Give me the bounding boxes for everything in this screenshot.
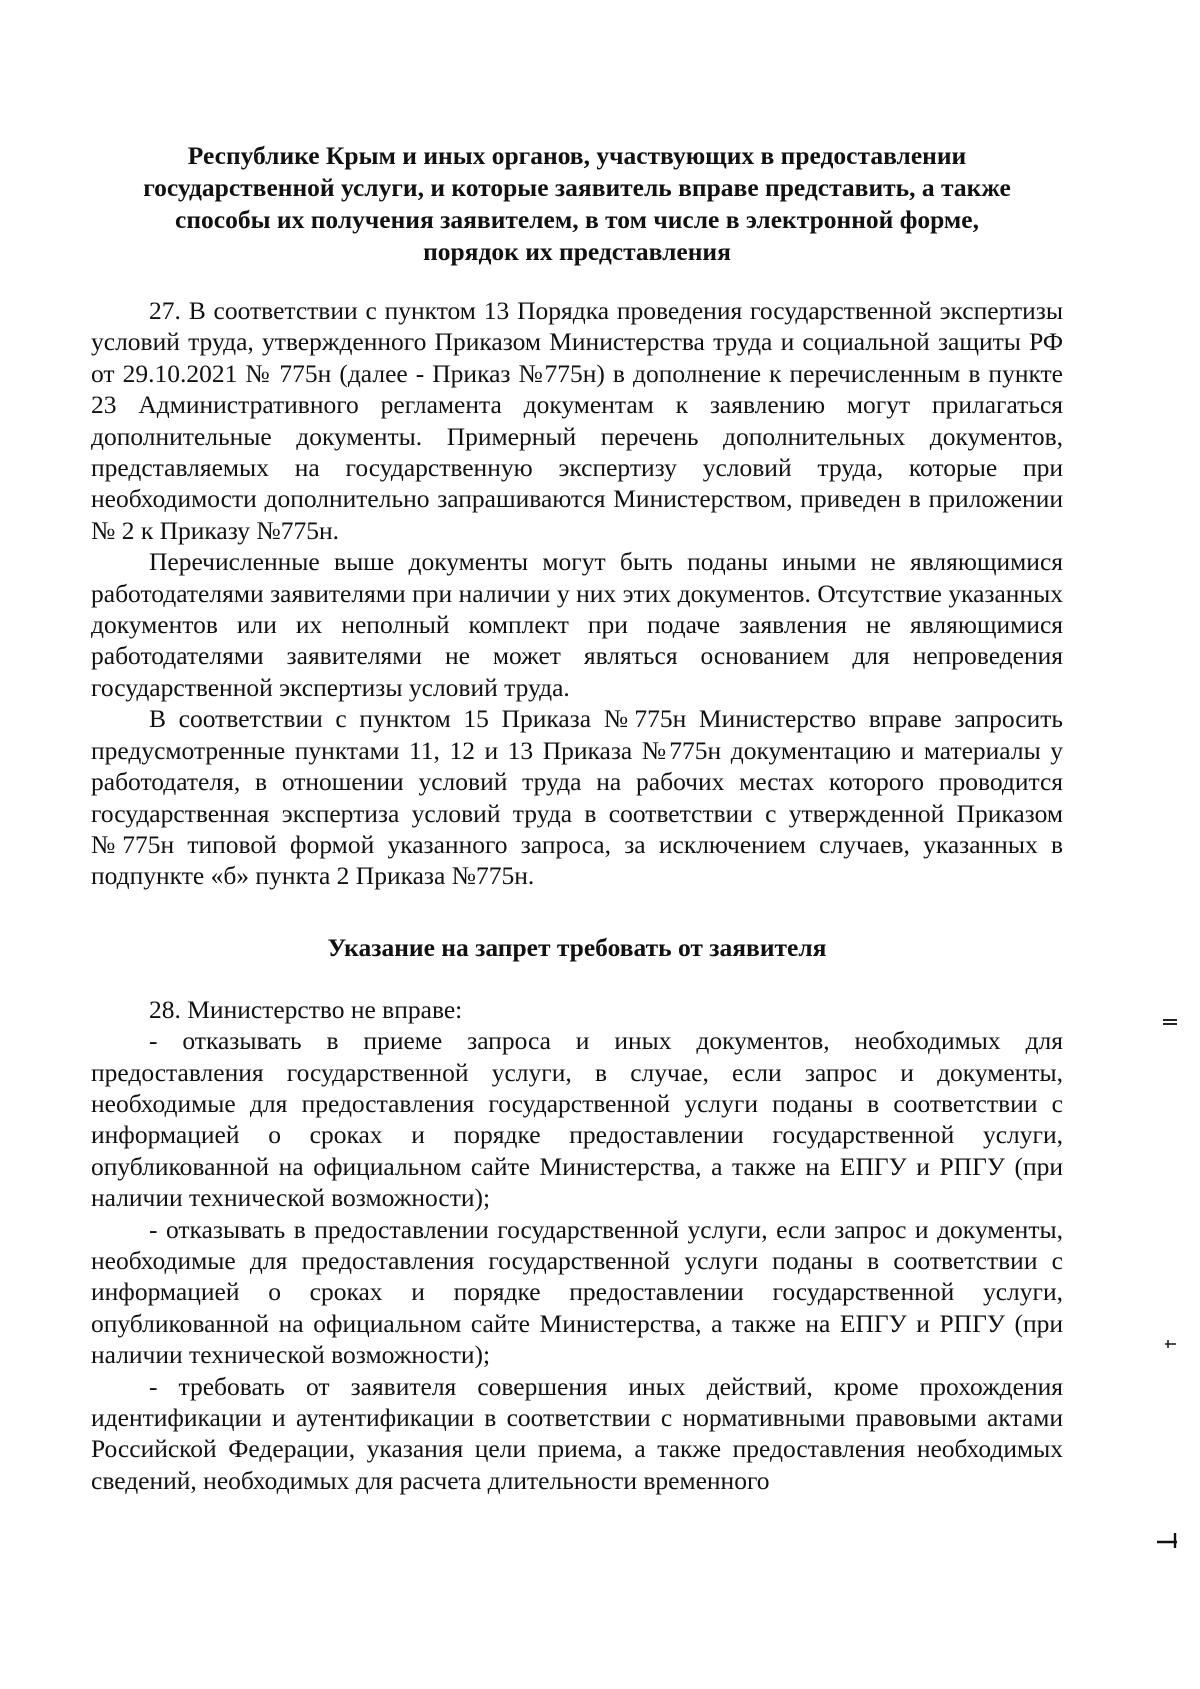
paragraph-28-1: 28. Министерство не вправе: <box>149 994 463 1024</box>
document-body <box>91 140 1063 1496</box>
paragraph-28-4: - требовать от заявителя совершения иных действий, кроме прохождения идентификации и аутентификации в соответствии с нормативными правовыми актами Российской Федерации, указания цели приема, а также предоставления необходимых сведений, необходимых для расчета длительности временного <box>91 1371 1063 1495</box>
paragraph-27-1: 27. В соответствии с пунктом 13 Порядка проведения государственной экспертизы условий труда, утвержденного Приказом Министерства труда и социальной защиты РФ от 29.10.2021 № 775н (далее - Приказ №775н) в дополнение к перечисленным в пункте 23 Административного регламента документам к заявлению могут прилагаться дополнительные документы. Примерный перечень дополнительных документов, представляемых на государственную экспертизу условий труда, которые при необходимости дополнительно запрашиваются Министерством, приведен в приложении № 2 к Приказу №775н. <box>91 296 1063 545</box>
heading-line: порядок их представления <box>423 237 731 266</box>
paragraph-28-2: - отказывать в приеме запроса и иных документов, необходимых для предоставления государственной услуги, в случае, если запрос и документы, необходимые для предоставления государственной услуги поданы в соответствии с информацией о сроках и порядке предоставлении государственной услуги, опубликованной на официальном сайте Министерства, а также на ЕПГУ и РПГУ (при наличии технической возможности); <box>91 1026 1063 1213</box>
scan-mark <box>1163 1019 1177 1025</box>
heading-line: способы их получения заявителем, в том числе в электронной форме, <box>175 205 979 234</box>
scan-mark <box>1155 1528 1179 1552</box>
section-heading-prohibition: Указание на запрет требовать от заявителя <box>327 932 827 962</box>
section-28 <box>91 994 1063 1497</box>
scan-mark <box>1163 1336 1177 1350</box>
heading-line: Республике Крым и иных органов, участвующих в предоставлении <box>187 141 967 170</box>
paragraph-27-3: В соответствии с пунктом 15 Приказа №775н Министерство вправе запросить предусмотренные пунктами 11, 12 и 13 Приказа №775н документацию и материалы у работодателя, в отношении условий труда на рабочих местах которого проводится государственная экспертиза условий труда в соответствии с утвержденной Приказом №775н типовой формой указанного запроса, за исключением случаев, указанных в подпункте «б» пункта 2 Приказа №775н. <box>91 704 1063 891</box>
section-heading <box>91 140 1063 268</box>
heading-line: государственной услуги, и которые заявитель вправе представить, а также <box>143 173 1011 202</box>
paragraph-28-3: - отказывать в предоставлении государственной услуги, если запрос и документы, необходимые для предоставления государственной услуги поданы в соответствии с информацией о сроках и порядке предоставлении государственной услуги, опубликованной на официальном сайте Министерства, а также на ЕПГУ и РПГУ (при наличии технической возможности); <box>91 1214 1063 1370</box>
section-27 <box>91 295 1063 892</box>
paragraph-27-2: Перечисленные выше документы могут быть поданы иными не являющимися работодателями заявителями при наличии у них этих документов. Отсутствие указанных документов или их неполный комплект при подаче заявления не являющимися работодателями заявителями не может являться основанием для непроведения государственной экспертизы условий труда. <box>91 547 1063 702</box>
